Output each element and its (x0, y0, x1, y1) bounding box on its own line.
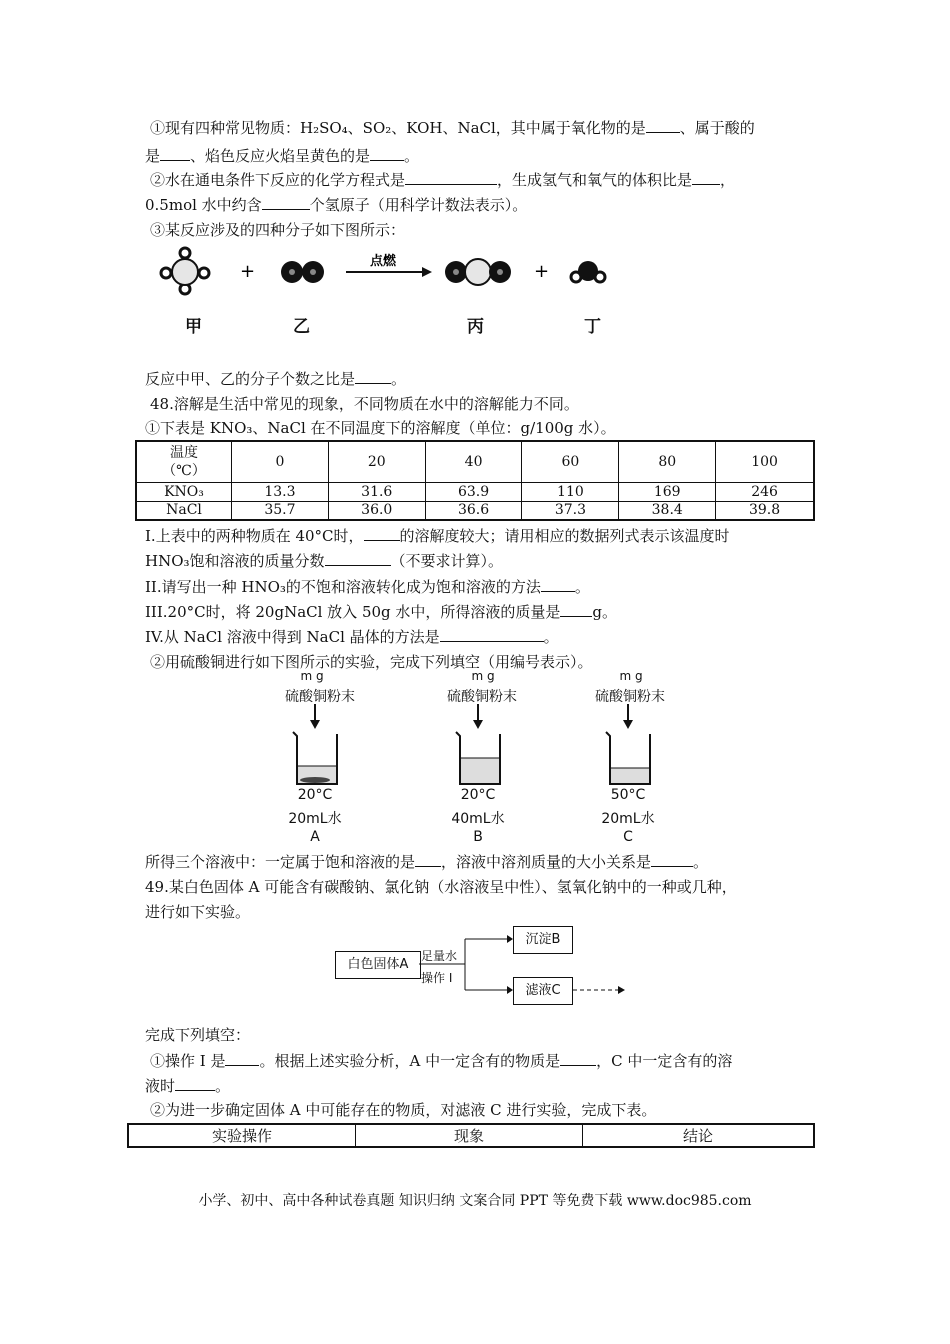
q48-intro: 48.溶解是生活中常见的现象，不同物质在水中的溶解能力不同。 (150, 395, 579, 413)
flow-out1-box: 沉淀B (513, 926, 573, 954)
q47-part1-line2: 是 、焰色反应火焰呈黄色的是 。 (145, 147, 420, 165)
molecule-reaction-diagram (150, 245, 630, 340)
beaker-a (285, 702, 345, 790)
temp-cell: 40 (425, 441, 522, 482)
q47-ratio: 反应中甲、乙的分子个数之比是 。 (145, 370, 407, 388)
beaker-b-temp: 20°C (460, 787, 496, 803)
svg-text:+: + (240, 261, 256, 282)
molecule-bing (445, 259, 511, 285)
beaker-a-id: A (310, 829, 320, 845)
temp-cell: 60 (522, 441, 619, 482)
q47-part2-line2: 0.5mol 水中约含 个氢原子（用科学计数法表示）。 (145, 196, 528, 214)
table-cell: 38.4 (619, 501, 716, 520)
table-cell: 37.3 (522, 501, 619, 520)
beaker-c-id: C (623, 829, 633, 845)
flow-cond2: 操作 I (421, 971, 453, 985)
table-cell: 36.6 (425, 501, 522, 520)
beaker-c-temp: 50°C (610, 787, 646, 803)
temp-cell: 0 (232, 441, 329, 482)
table-cell: 31.6 (328, 482, 425, 501)
beaker-c-mass: m g (619, 669, 643, 683)
temp-cell: 80 (619, 441, 716, 482)
flow-cond1: 足量水 (421, 949, 458, 963)
flow-start-box: 白色固体A (335, 951, 421, 979)
q49-s1-line1: ①操作 I 是 。根据上述实验分析，A 中一定含有的物质是 ，C 中一定含有的溶 (150, 1052, 733, 1070)
q48-i-line2: HNO₃饱和溶液的质量分数 （不要求计算）。 (145, 552, 504, 570)
q48-table-caption: ①下表是 KNO₃、NaCl 在不同温度下的溶解度（单位：g/100g 水）。 (145, 419, 616, 437)
footer-text: 小学、初中、高中各种试卷真题 知识归纳 文案合同 PPT 等免费下载 www.doc985.com (198, 1193, 752, 1209)
q49-s1-line2: 液时 。 (145, 1077, 231, 1095)
experiment-table (127, 1123, 815, 1148)
beaker-b-id: B (473, 829, 483, 845)
mol-label-ding: 丁 (584, 317, 601, 337)
exp-header-operation: 实验操作 (128, 1124, 356, 1147)
q49-fill: 完成下列填空： (145, 1026, 251, 1044)
table-cell: 35.7 (232, 501, 329, 520)
table-row-kno3 (136, 482, 814, 501)
beaker-b-mass: m g (471, 669, 495, 683)
exp-header-conclusion: 结论 (583, 1124, 815, 1147)
q47-part3-intro: ③某反应涉及的四种分子如下图所示： (150, 221, 406, 239)
beaker-b (448, 702, 508, 790)
temp-header: 温度 （℃） (136, 441, 232, 482)
table-cell: 169 (619, 482, 716, 501)
mol-label-bing: 丙 (467, 317, 484, 337)
molecule-ding (571, 261, 605, 282)
q49-s2: ②为进一步确定固体 A 中可能存在的物质，对滤液 C 进行实验，完成下表。 (150, 1101, 657, 1119)
table-cell: 63.9 (425, 482, 522, 501)
solubility-table (135, 440, 815, 521)
q47-part2-line1: ②水在通电条件下反应的化学方程式是 ，生成氢气和氧气的体积比是 ， (150, 171, 736, 189)
table-cell: 36.0 (328, 501, 425, 520)
q48-exp-intro: ②用硫酸铜进行如下图所示的实验，完成下列填空（用编号表示）。 (150, 653, 593, 671)
beaker-c-powder: 硫酸铜粉末 (595, 689, 665, 705)
arrow-label: 点燃 (370, 254, 397, 269)
q49-line1: 49.某白色固体 A 可能含有碳酸钠、氯化钠（水溶液呈中性）、氢氧化钠中的一种或几种， (145, 878, 737, 896)
q48-result: 所得三个溶液中：一定属于饱和溶液的是 ，溶液中溶剂质量的大小关系是 。 (145, 853, 709, 871)
beaker-a-water: 20mL水 (288, 811, 342, 827)
table-row-nacl (136, 501, 814, 520)
q49-line2: 进行如下实验。 (145, 903, 251, 921)
mol-label-yi: 乙 (293, 317, 310, 337)
beaker-a-mass: m g (300, 669, 324, 683)
beaker-a-powder: 硫酸铜粉末 (285, 689, 355, 705)
molecule-yi (281, 261, 324, 283)
q47-part1-line1: ①现有四种常见物质：H₂SO₄、SO₂、KOH、NaCl，其中属于氧化物的是 、属于酸的 (150, 119, 755, 137)
beaker-a-temp: 20°C (297, 787, 333, 803)
temp-cell: 20 (328, 441, 425, 482)
q48-ii: II.请写出一种 HNO₃的不饱和溶液转化成为饱和溶液的方法 。 (145, 578, 590, 596)
row-name: NaCl (136, 501, 232, 520)
table-cell: 39.8 (716, 501, 814, 520)
beaker-c-water: 20mL水 (601, 811, 655, 827)
table-cell: 246 (716, 482, 814, 501)
mol-label-jia: 甲 (185, 317, 202, 337)
beaker-b-water: 40mL水 (451, 811, 505, 827)
table-cell: 110 (522, 482, 619, 501)
q48-iii: III.20°C时，将 20gNaCl 放入 50g 水中，所得溶液的质量是 g。 (145, 603, 618, 621)
table-cell: 13.3 (232, 482, 329, 501)
q48-i-line1: I.上表中的两种物质在 40°C时， 的溶解度较大；请用相应的数据列式表示该温度时 (145, 527, 730, 545)
q48-iv: IV.从 NaCl 溶液中得到 NaCl 晶体的方法是 。 (145, 628, 559, 646)
temp-cell: 100 (716, 441, 814, 482)
row-name: KNO₃ (136, 482, 232, 501)
svg-text:+: + (534, 261, 550, 282)
beaker-c (598, 702, 658, 790)
molecule-jia (161, 248, 209, 294)
exp-header-phenomenon: 现象 (356, 1124, 583, 1147)
beaker-b-powder: 硫酸铜粉末 (447, 689, 517, 705)
flow-out2-box: 滤液C (513, 977, 573, 1005)
flow-arrows (419, 930, 634, 1000)
